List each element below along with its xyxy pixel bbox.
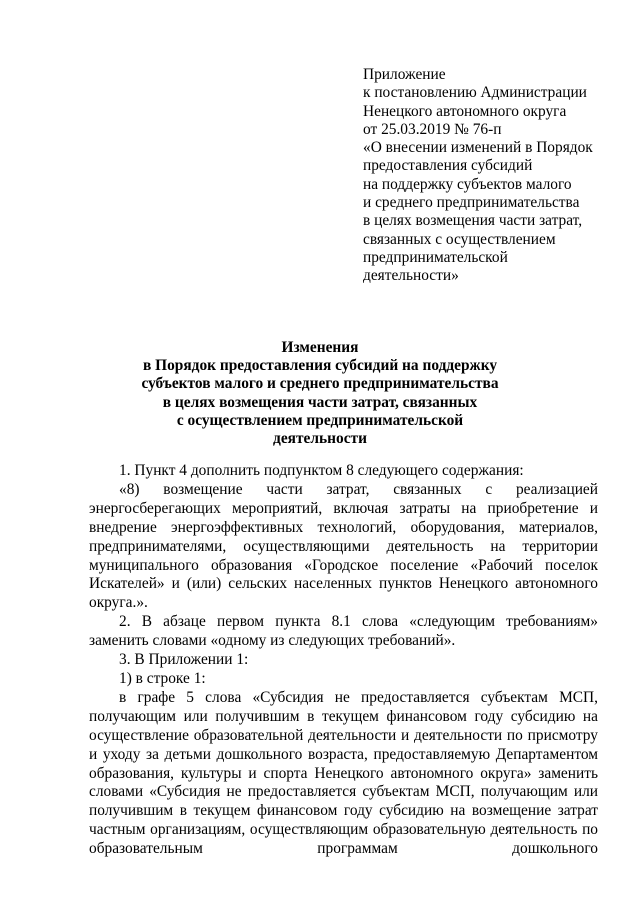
paragraph-item-2: 2. В абзаце первом пункта 8.1 слова «следующим требованиям» заменить словами «одному из следующих требований». [89,613,598,650]
heading-line: в целях возмещения части затрат, связанных [162,393,478,411]
approval-line: деятельности» [363,267,459,285]
approval-line: к постановлению Администрации [363,84,587,102]
approval-line: связанных с осуществлением [363,230,556,248]
approval-line: от 25.03.2019 № 76-п [363,120,502,138]
approval-line: предоставления субсидий [363,157,533,175]
heading-line: в Порядок предоставления субсидий на поддержку [142,357,498,375]
document-heading [0,339,640,448]
paragraph-item-3: 3. В Приложении 1: [119,651,249,669]
approval-line: в целях возмещения части затрат, [363,212,583,230]
approval-line: «О внесении изменений в Порядок [363,139,593,157]
approval-block [363,66,613,286]
approval-line: Ненецкого автономного округа [363,102,567,120]
paragraph-column-5: в графе 5 слова «Субсидия не предоставляется субъектам МСП, получающим или получившим в текущем финансовом году субсидию на осуществление образовательной деятельности и деятельности по присмотру и уходу за детьми дошкольного возраста, предоставляемую Департаментом образования, культуры и спорта Ненецкого автономного округа» заменить словами «Субсидия не предоставляется субъектам МСП, получающим или получившим в текущем финансовом году субсидию на возмещение затрат частным организациям, осуществляющим образовательную деятельность по образовательным программам дошкольного [89,688,598,858]
approval-line: Приложение [363,66,446,83]
approval-line: и среднего предпринимательства [363,194,580,212]
approval-line: на поддержку субъектов малого [363,175,572,193]
heading-line: деятельности [273,430,367,448]
paragraph-subitem-1: 1) в строке 1: [119,669,206,687]
heading-title: Изменения [281,339,359,356]
heading-line: субъектов малого и среднего предпринимательства [141,375,499,393]
heading-line: с осуществлением предпринимательской [176,411,464,429]
approval-line: предпринимательской [363,248,508,266]
document-body [89,462,598,859]
paragraph-item-1: 1. Пункт 4 дополнить подпунктом 8 следующего содержания: [119,462,524,479]
paragraph-subitem-8: «8) возмещение части затрат, связанных с реализацией энергосберегающих мероприятий, включая затраты на приобретение и внедрение энергоэффективных технологий, оборудования, материалов, предпринимателями, осуществляющими деятельность на территории муниципального образования «Городское поселение «Рабочий поселок Искателей» и (или) сельских населенных пунктов Ненецкого автономного округа.». [89,480,598,612]
